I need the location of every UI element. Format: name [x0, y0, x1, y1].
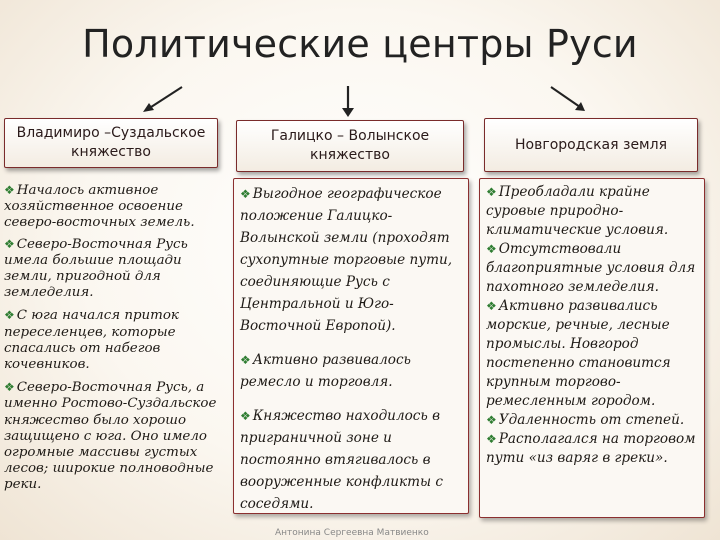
list-item: ❖ Активно развивалось ремесло и торговля.	[240, 352, 411, 390]
header-vladimir-suzdal	[4, 118, 218, 168]
list-item: ❖ Началось активное хозяйственное освоение северо-восточных земель.	[4, 183, 195, 231]
list-item: ❖ Активно развивались морские, речные, лесные промыслы. Новгород постепенно становится крупным торгово-ремесленным городом.	[486, 298, 671, 409]
bullet-icon: ❖	[486, 299, 497, 313]
bullet-icon: ❖	[486, 432, 497, 446]
arrow-down-icon	[340, 84, 356, 118]
bullet-icon: ❖	[4, 236, 15, 251]
list-item: ❖ Северо-Восточная Русь имела большие площади земли, пригодной для земледелия.	[4, 236, 188, 301]
bullet-icon: ❖	[4, 308, 15, 323]
list-item: ❖ С юга начался приток переселенцев, которые спасались от набегов кочевников.	[4, 308, 179, 373]
list-item: ❖ Преобладали крайне суровые природно-климатические условия.	[486, 184, 669, 238]
footer-author: Антонина Сергеевна Матвиенко	[275, 528, 429, 538]
bullet-icon: ❖	[486, 242, 497, 256]
bullet-icon: ❖	[4, 183, 15, 197]
arrow-left-icon	[140, 84, 186, 114]
header-galich-volyn	[236, 120, 464, 172]
list-item: ❖ Выгодное географическое положение Галицко-Волынской земли (проходят сухопутные торговые пути, соединяющие Русь с Центральной и Юго-Восточной Европой).	[240, 186, 453, 334]
header-label: Владимиро –Суздальское княжество	[16, 125, 206, 160]
slide-title: Политические центры Руси	[82, 22, 638, 66]
column-vladimir-suzdal	[4, 182, 230, 494]
column-novgorod	[479, 178, 705, 518]
list-item: ❖ Удаленность от степей.	[486, 412, 685, 428]
bullet-icon: ❖	[486, 413, 497, 427]
list-item: ❖ Северо-Восточная Русь, а именно Ростово-Суздальское княжество было хорошо защищено с юга. Оно имело огромные массивы густых лесов; широкие полноводные реки.	[4, 380, 217, 493]
list-item: ❖ Располагался на торговом пути «из варяг в греки».	[486, 431, 696, 466]
bullet-icon: ❖	[240, 353, 251, 367]
header-label: Новгородская земля	[515, 136, 667, 153]
bullet-icon: ❖	[486, 185, 497, 199]
bullet-icon: ❖	[240, 409, 251, 423]
bullet-icon: ❖	[240, 187, 251, 201]
header-novgorod	[484, 118, 698, 172]
bullet-icon: ❖	[4, 380, 15, 395]
arrow-right-icon	[548, 84, 588, 114]
list-item: ❖ Отсутствовали благоприятные условия для пахотного земледелия.	[486, 241, 696, 295]
header-label: Галицко – Волынское княжество	[270, 128, 430, 163]
list-item: ❖ Княжество находилось в приграничной зоне и постоянно втягивалось в вооруженные конфликты с соседями.	[240, 408, 444, 512]
column-galich-volyn	[233, 178, 469, 514]
